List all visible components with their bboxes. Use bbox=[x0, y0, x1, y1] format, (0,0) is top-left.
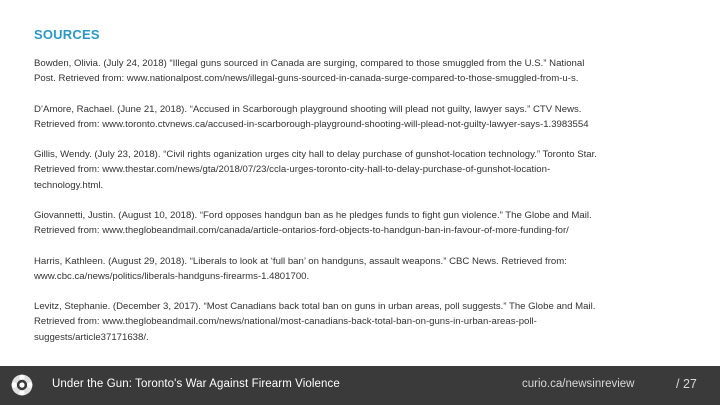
reference-item bbox=[34, 299, 694, 345]
reference-line: Retrieved from: www.theglobeandmail.com/news/national/most-canadians-back-total-ban-on-guns-in-urban-areas-poll- bbox=[34, 316, 537, 328]
reference-line: Harris, Kathleen. (August 29, 2018). “Liberals to look at ‘full ban’ on handguns, assault weapons.” CBC News. Retrieved from: bbox=[34, 255, 567, 267]
reference-line: suggests/article37171638/. bbox=[34, 331, 149, 343]
page-number: / 27 bbox=[676, 377, 697, 391]
reference-line: technology.html. bbox=[34, 179, 104, 191]
footer-bar bbox=[0, 366, 720, 405]
reference-item bbox=[34, 147, 694, 193]
reference-line: Levitz, Stephanie. (December 3, 2017). “Most Canadians back total ban on guns in urban areas, poll suggests.” The Globe and Mail. bbox=[34, 301, 596, 313]
reference-item bbox=[34, 102, 694, 132]
reference-line: Giovannetti, Justin. (August 10, 2018). “Ford opposes handgun ban as he pledges funds to fight gun violence.” The Globe and Mail. bbox=[34, 209, 592, 221]
reference-line: Retrieved from: www.theglobeandmail.com/canada/article-ontarios-ford-objects-to-handgun-ban-in-favour-of-more-funding-for/ bbox=[34, 225, 569, 237]
footer-title: Under the Gun: Toronto's War Against Firearm Violence bbox=[52, 378, 340, 390]
reference-line: Post. Retrieved from: www.nationalpost.com/news/illegal-guns-sourced-in-canada-surge-compared-to-those-smuggled-from-u-s. bbox=[34, 73, 579, 85]
reference-line: Gillis, Wendy. (July 23, 2018). “Civil rights oganization urges city hall to delay purchase of gunshot-location technology.” Toronto Star. bbox=[34, 149, 597, 161]
reference-line: Bowden, Olivia. (July 24, 2018) “Illegal guns sourced in Canada are surging, compared to those smuggled from the U.S.” National bbox=[34, 58, 585, 69]
cbc-gem-icon bbox=[11, 374, 33, 396]
reference-line: Retrieved from: www.toronto.ctvnews.ca/accused-in-scarborough-playground-shooting-will-plead-not-guilty-lawyer-says-1.3983554 bbox=[34, 118, 589, 130]
reference-line: www.cbc.ca/news/politics/liberals-handguns-firearms-1.4801700. bbox=[34, 270, 310, 282]
reference-line: D’Amore, Rachael. (June 21, 2018). “Accused in Scarborough playground shooting will plead not guilty, lawyer says.” CTV News. bbox=[34, 103, 582, 115]
page-title: SOURCES bbox=[34, 27, 100, 42]
reference-list bbox=[34, 56, 694, 360]
reference-line: Retrieved from: www.thestar.com/news/gta/2018/07/23/ccla-urges-toronto-city-hall-to-delay-purchase-of-gunshot-location- bbox=[34, 164, 551, 176]
reference-item bbox=[34, 56, 694, 86]
reference-item bbox=[34, 208, 694, 238]
footer-url-link[interactable]: curio.ca/newsinreview bbox=[522, 378, 635, 390]
reference-item bbox=[34, 254, 694, 284]
